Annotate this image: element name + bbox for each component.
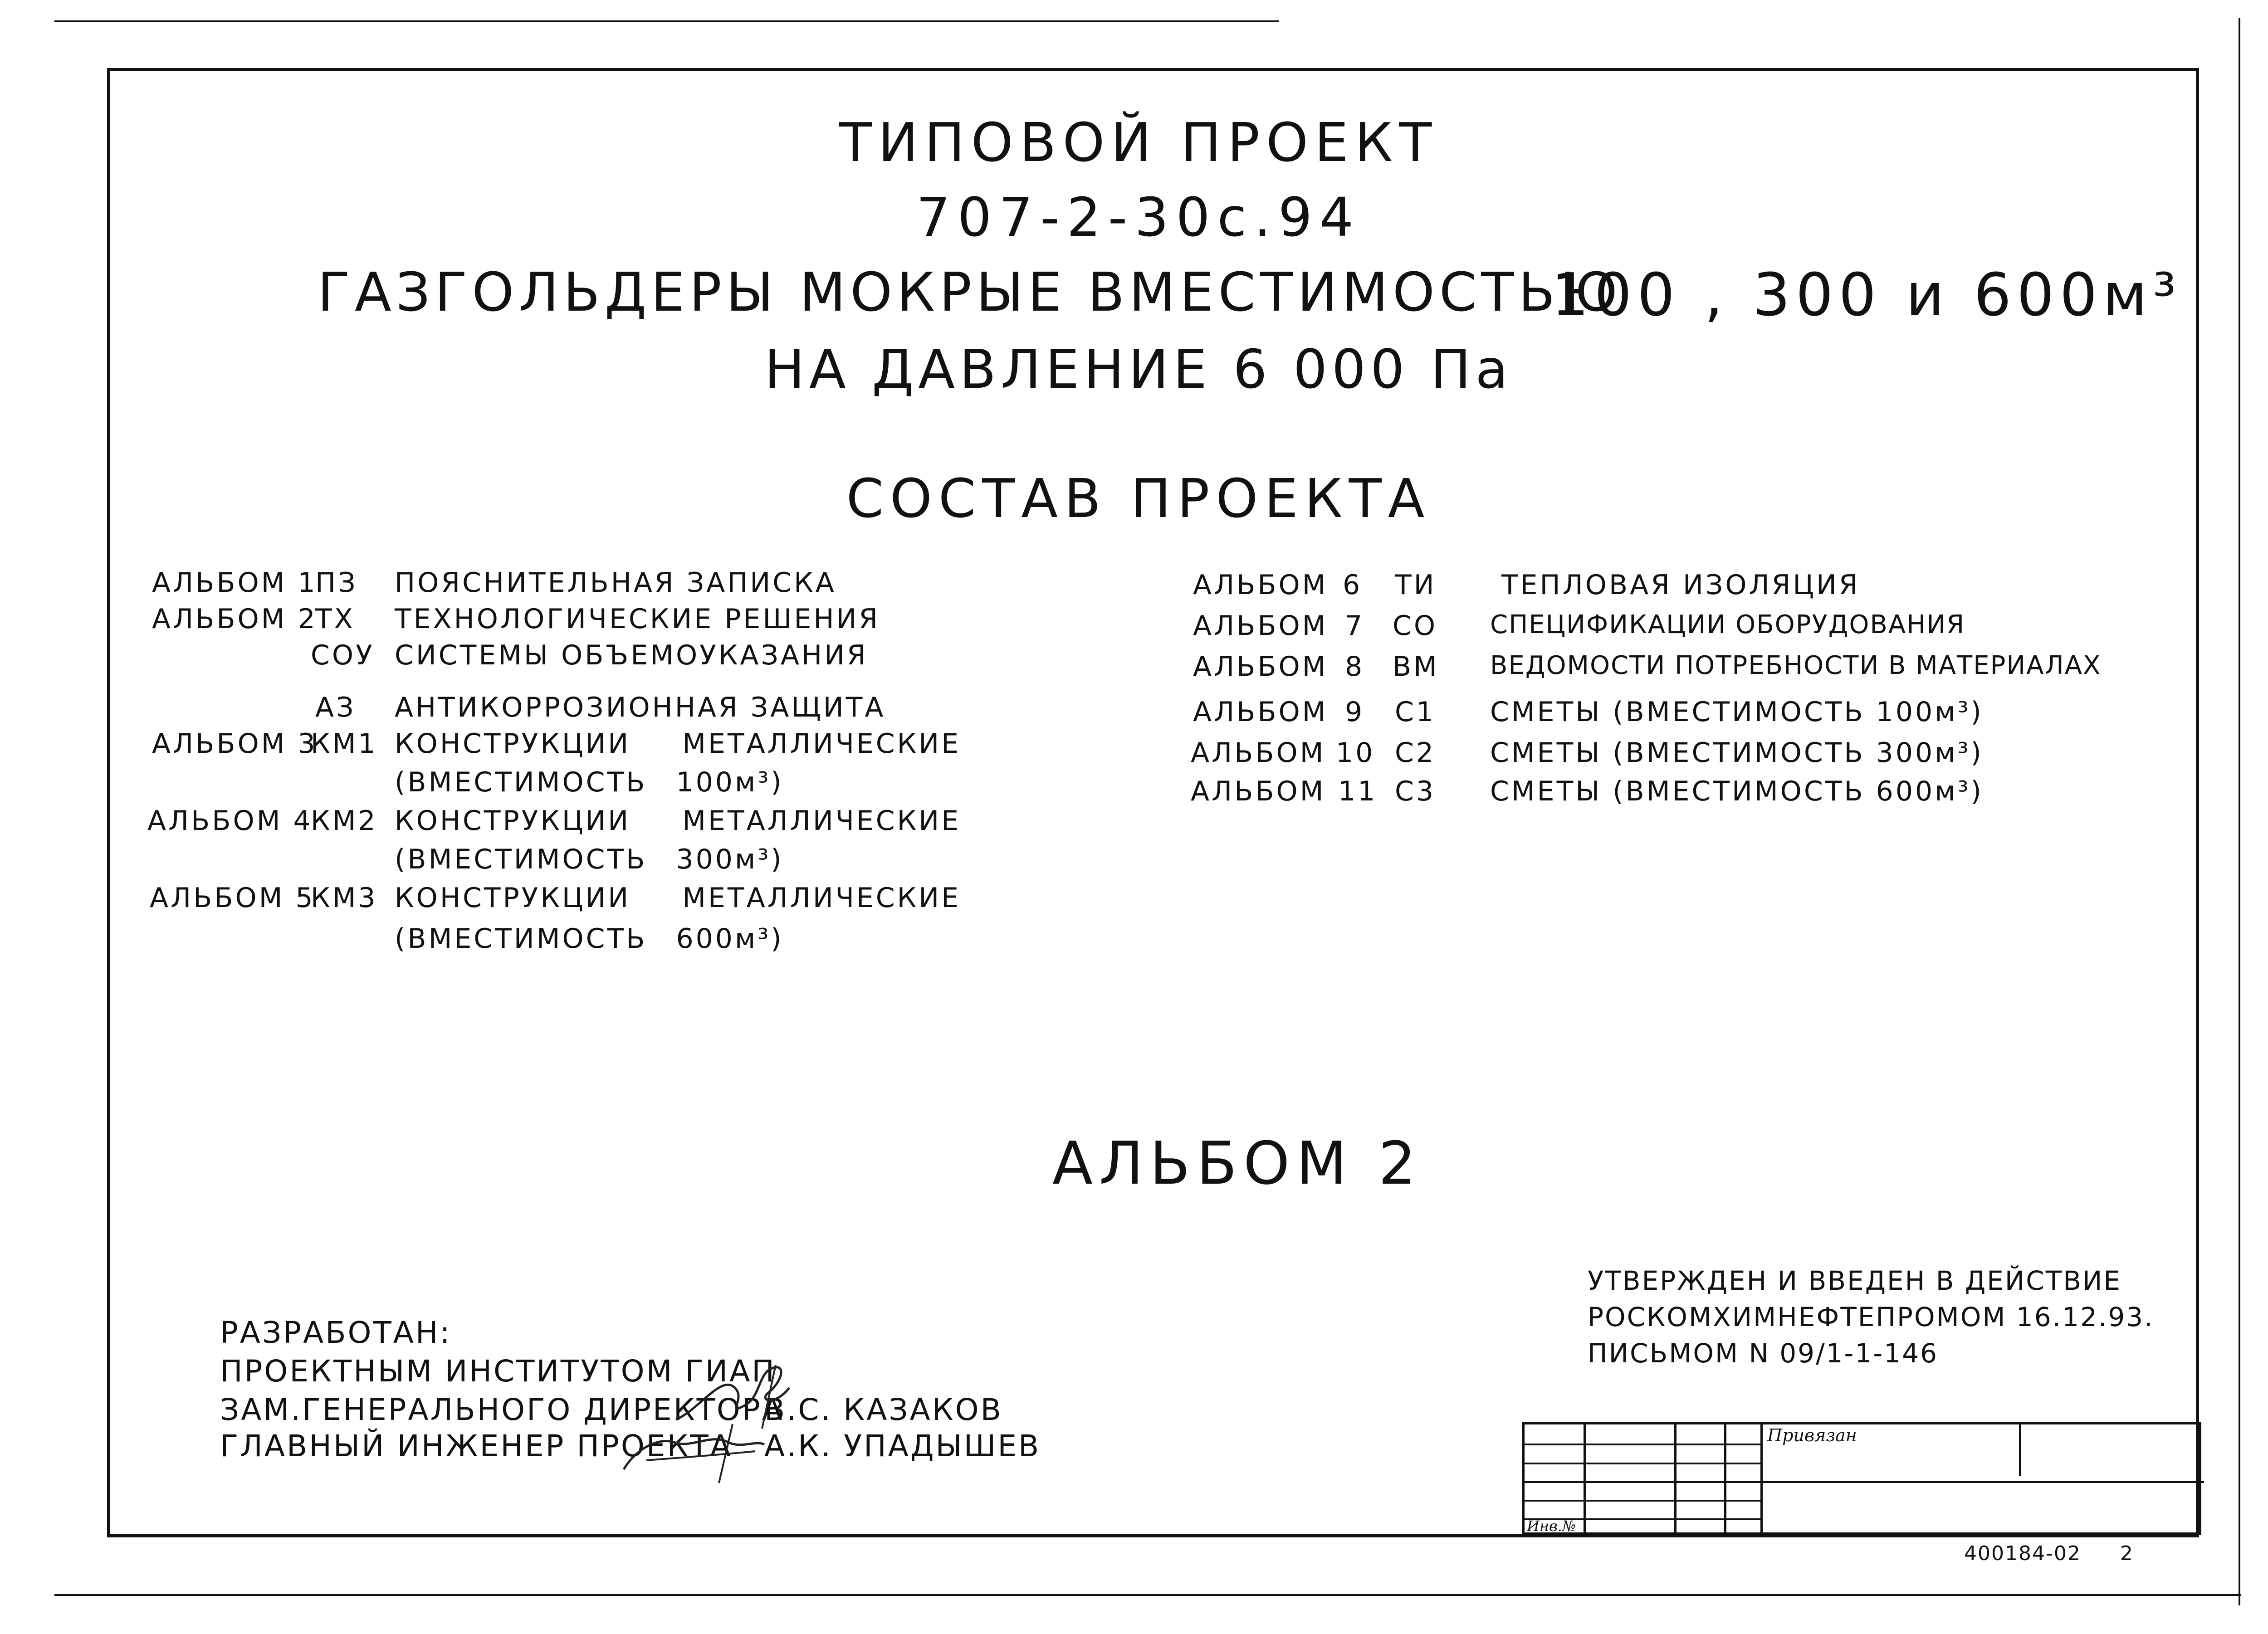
album-number: 6	[1343, 569, 1363, 601]
deputy-director-name: В.С. КАЗАКОВ	[764, 1392, 1003, 1427]
album-code: СОУ	[311, 639, 375, 671]
album-code: СО	[1393, 610, 1438, 642]
title-line-4: НА ДАВЛЕНИЕ 6 000 Па	[764, 338, 1513, 400]
album-code: ТИ	[1395, 569, 1437, 601]
bottom-rule	[54, 1594, 2241, 1596]
album-title: (ВМЕСТИМОСТЬ 600м³)	[395, 923, 784, 955]
album-number: АЛЬБОМ 2	[152, 603, 318, 635]
album-number: АЛЬБОМ 5	[150, 882, 315, 914]
album-code: ВМ	[1393, 651, 1439, 683]
developer-line-1: РАЗРАБОТАН:	[220, 1315, 452, 1350]
signature-chief-engineer	[619, 1415, 769, 1488]
approval-line-2: РОСКОМХИМНЕФТЕПРОМОМ 16.12.93.	[1588, 1302, 2154, 1332]
album-code: С2	[1395, 737, 1436, 769]
album-title: КОНСТРУКЦИИ МЕТАЛЛИЧЕСКИЕ	[395, 882, 961, 914]
album-number: АЛЬБОМ 4	[147, 805, 313, 837]
title-line-3b: 100 , 300 и 600м³	[1551, 260, 2182, 329]
album-code: С3	[1395, 776, 1436, 807]
stamp-row-line	[1525, 1463, 1760, 1464]
album-title: АНТИКОРРОЗИОННАЯ ЗАЩИТА	[395, 692, 886, 723]
album-title: СМЕТЫ (ВМЕСТИМОСТЬ 600м³)	[1490, 776, 1984, 807]
approval-line-1: УТВЕРЖДЕН И ВВЕДЕН В ДЕЙСТВИЕ	[1588, 1265, 2122, 1296]
chief-engineer-name: А.К. УПАДЫШЕВ	[764, 1429, 1041, 1463]
album-label: АЛЬБОМ	[1191, 776, 1326, 807]
album-label: АЛЬБОМ	[1191, 737, 1326, 769]
album-title: ВЕДОМОСТИ ПОТРЕБНОСТИ В МАТЕРИАЛАХ	[1490, 651, 2102, 680]
album-code: АЗ	[315, 692, 356, 723]
album-title: ПОЯСНИТЕЛЬНАЯ ЗАПИСКА	[395, 567, 836, 599]
album-label: АЛЬБОМ	[1193, 610, 1328, 642]
stamp-divider	[1674, 1424, 1677, 1532]
developer-line-2: ПРОЕКТНЫМ ИНСТИТУТОМ ГИАП	[220, 1354, 776, 1389]
album-label: АЛЬБОМ	[1193, 569, 1328, 601]
stamp-row-line	[1525, 1481, 2204, 1483]
stamp-divider	[1760, 1424, 1763, 1532]
developer-line-3: ЗАМ.ГЕНЕРАЛЬНОГО ДИРЕКТОРА	[220, 1392, 784, 1427]
album-number: 10	[1336, 737, 1375, 769]
album-number: 9	[1345, 696, 1365, 728]
section-title: СОСТАВ ПРОЕКТА	[846, 467, 1431, 530]
title-line-3a: ГАЗГОЛЬДЕРЫ МОКРЫЕ ВМЕСТИМОСТЬЮ	[318, 261, 1622, 323]
album-title: ТЕХНОЛОГИЧЕСКИЕ РЕШЕНИЯ	[395, 603, 880, 635]
album-title: СПЕЦИФИКАЦИИ ОБОРУДОВАНИЯ	[1490, 610, 1965, 639]
album-number: 11	[1338, 776, 1378, 807]
album-title: ТЕПЛОВАЯ ИЗОЛЯЦИЯ	[1501, 569, 1860, 601]
stamp-divider	[2019, 1424, 2021, 1476]
album-number: 8	[1345, 651, 1365, 683]
title-line-2: 707-2-30с.94	[916, 186, 1361, 249]
album-number: АЛЬБОМ 3	[152, 728, 318, 760]
album-title: (ВМЕСТИМОСТЬ 300м³)	[395, 844, 784, 875]
album-label: АЛЬБОМ	[1193, 651, 1328, 683]
album-label: АЛЬБОМ	[1193, 696, 1328, 728]
title-block-stamp	[1522, 1422, 2201, 1535]
developer-line-4: ГЛАВНЫЙ ИНЖЕНЕР ПРОЕКТА	[220, 1429, 733, 1463]
album-code: С1	[1395, 696, 1436, 728]
album-code: ТХ	[315, 603, 355, 635]
right-edge-line	[2239, 18, 2240, 1605]
album-title: (ВМЕСТИМОСТЬ 100м³)	[395, 766, 784, 798]
sheet-number: 2	[2120, 1542, 2134, 1565]
document-code-number: 400184-02	[1964, 1542, 2081, 1565]
album-code: КМ2	[311, 805, 378, 837]
top-rule	[54, 20, 1279, 22]
approval-line-3: ПИСЬМОМ N 09/1-1-146	[1588, 1338, 1938, 1369]
document-code	[1964, 1542, 2134, 1565]
album-label-big: АЛЬБОМ 2	[1052, 1129, 1422, 1198]
stamp-divider	[1724, 1424, 1726, 1532]
album-code: ПЗ	[315, 567, 358, 599]
album-title: СМЕТЫ (ВМЕСТИМОСТЬ 100м³)	[1490, 696, 1984, 728]
stamp-row-line	[1525, 1444, 1760, 1445]
album-code: КМ3	[311, 882, 378, 914]
stamp-inventory-label: Инв.№	[1527, 1517, 1576, 1535]
stamp-privyazan-label: Привязан	[1767, 1425, 1857, 1445]
album-title: СИСТЕМЫ ОБЪЕМОУКАЗАНИЯ	[395, 639, 868, 671]
album-number: 7	[1345, 610, 1365, 642]
album-number: АЛЬБОМ 1	[152, 567, 318, 599]
album-title: КОНСТРУКЦИИ МЕТАЛЛИЧЕСКИЕ	[395, 805, 961, 837]
title-line-1: ТИПОВОЙ ПРОЕКТ	[839, 111, 1438, 174]
album-title: КОНСТРУКЦИИ МЕТАЛЛИЧЕСКИЕ	[395, 728, 961, 760]
stamp-row-line	[1525, 1500, 1760, 1502]
album-title: СМЕТЫ (ВМЕСТИМОСТЬ 300м³)	[1490, 737, 1984, 769]
album-code: КМ1	[311, 728, 378, 760]
stamp-divider	[1584, 1424, 1586, 1532]
